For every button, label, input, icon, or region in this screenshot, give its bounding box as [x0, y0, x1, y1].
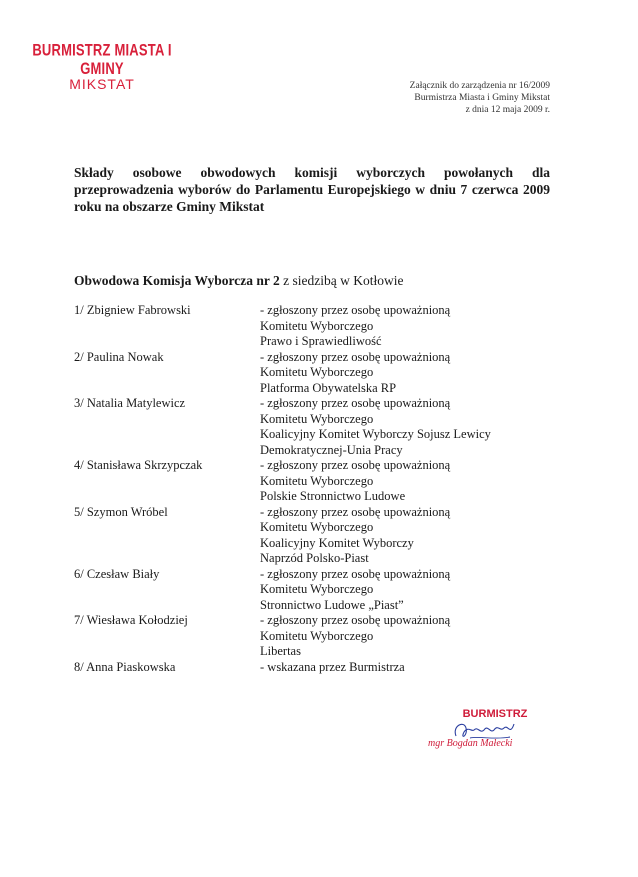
nomination-line: - zgłoszony przez osobę upoważnioną [260, 566, 451, 581]
member-name: 1/ Zbigniew Fabrowski [74, 303, 191, 317]
member-row [74, 303, 554, 350]
member-row [74, 458, 554, 505]
nomination-line: Komitetu Wyborczego [260, 318, 374, 333]
commission-name: Obwodowa Komisja Wyborcza nr 2 [74, 273, 280, 288]
member-row [74, 660, 554, 676]
nomination-line: - zgłoszony przez osobę upoważnioną [260, 349, 451, 364]
member-row [74, 567, 554, 614]
member-row [74, 505, 554, 567]
annex-line-3: z dnia 12 maja 2009 r. [465, 105, 550, 115]
member-row [74, 613, 554, 660]
members-list [74, 303, 554, 675]
document-title: Składy osobowe obwodowych komisji wyborczych powołanych dla przeprowadzenia wyborów do Parlamentu Europejskiego w dniu 7 czerwca 2009 roku na obszarze Gminy Mikstat [74, 165, 550, 214]
nomination-line: Libertas [260, 644, 301, 658]
commission-seat: z siedzibą w Kotłowie [279, 273, 404, 288]
nomination-line: Prawo i Sprawiedliwość [260, 334, 382, 348]
member-name: 7/ Wiesława Kołodziej [74, 613, 188, 627]
nomination-line: Naprzód Polsko-Piast [260, 551, 369, 565]
member-name: 6/ Czesław Biały [74, 566, 160, 581]
signature-name: mgr Bogdan Małecki [428, 738, 513, 749]
nomination-line: - zgłoszony przez osobę upoważnioną [260, 396, 451, 410]
member-name: 8/ Anna Piaskowska [74, 659, 176, 674]
nomination-line: Komitetu Wyborczego [260, 473, 374, 488]
member-nomination [260, 613, 554, 660]
annex-note [410, 80, 550, 116]
member-nomination [260, 660, 554, 676]
nomination-line: Komitetu Wyborczego [260, 411, 374, 426]
member-nomination [260, 303, 554, 350]
nomination-line: Komitetu Wyborczego [260, 520, 374, 534]
annex-line-2: Burmistrza Miasta i Gminy Mikstat [414, 93, 550, 103]
member-name: 4/ Stanisława Skrzypczak [74, 458, 203, 472]
nomination-line: - wskazana przez Burmistrza [260, 659, 405, 674]
member-nomination [260, 458, 554, 505]
nomination-line: - zgłoszony przez osobę upoważnioną [260, 303, 451, 317]
annex-line-1: Załącznik do zarządzenia nr 16/2009 [409, 81, 550, 91]
signature-title: BURMISTRZ [462, 708, 528, 720]
member-row [74, 350, 554, 397]
nomination-line: - zgłoszony przez osobę upoważnioną [260, 613, 451, 627]
stamp-line-2: MIKSTAT [69, 76, 135, 92]
commission-heading [74, 272, 403, 289]
nomination-line: - zgłoszony przez osobę upoważnioną [260, 504, 451, 519]
office-stamp [22, 40, 182, 92]
nomination-line: Demokratycznej-Unia Pracy [260, 442, 403, 457]
member-nomination [260, 396, 554, 458]
signature-block [420, 708, 540, 749]
nomination-line: Koalicyjny Komitet Wyborczy [260, 535, 414, 550]
member-nomination [260, 505, 554, 567]
member-name: 3/ Natalia Matylewicz [74, 396, 186, 410]
nomination-line: Polskie Stronnictwo Ludowe [260, 489, 406, 503]
nomination-line: - zgłoszony przez osobę upoważnioną [260, 458, 451, 472]
nomination-line: Komitetu Wyborczego [260, 582, 374, 596]
stamp-line-1: BURMISTRZ MIASTA I GMINY [32, 40, 172, 78]
nomination-line: Koalicyjny Komitet Wyborczy Sojusz Lewicy [260, 427, 491, 441]
member-nomination [260, 567, 554, 614]
nomination-line: Stronnictwo Ludowe „Piast” [260, 597, 404, 612]
member-nomination [260, 350, 554, 397]
nomination-line: Platforma Obywatelska RP [260, 380, 397, 395]
member-name: 2/ Paulina Nowak [74, 349, 164, 364]
member-name: 5/ Szymon Wróbel [74, 504, 168, 519]
member-row [74, 396, 554, 458]
nomination-line: Komitetu Wyborczego [260, 365, 374, 379]
nomination-line: Komitetu Wyborczego [260, 628, 374, 643]
